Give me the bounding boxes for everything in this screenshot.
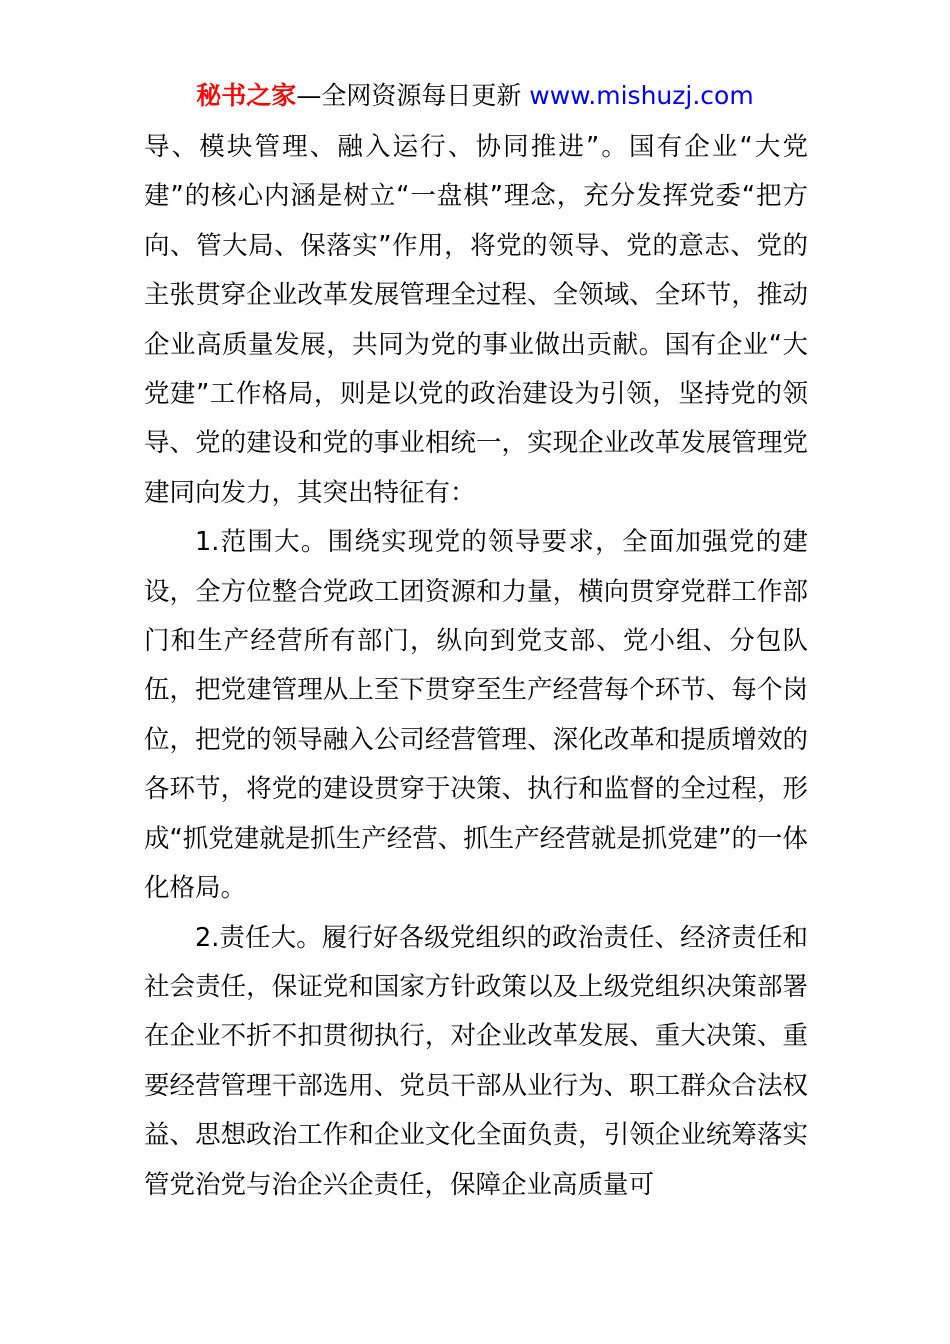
paragraph-continuation: 导、模块管理、融入运行、协同推进”。国有企业“大党建”的核心内涵是树立“一盘棋”理念，充分发挥党委“把方向、管大局、保落实”作用，将党的领导、党的意志、党的主张贯穿企业改革发展管理全过程、全领域、全环节，推动企业高质量发展，共同为党的事业做出贡献。国有企业“大党建”工作格局，则是以党的政治建设为引领，坚持党的领导、党的建设和党的事业相统一，实现企业改革发展管理党建同向发力，其突出特征有： bbox=[144, 132, 808, 508]
paragraph-scope: 1.范围大。围绕实现党的领导要求，全面加强党的建设，全方位整合党政工团资源和力量，横向贯穿党群工作部门和生产经营所有部门，纵向到党支部、党小组、分包队伍，把党建管理从上至下贯穿至生产经营每个环节、每个岗位，把党的领导融入公司经营管理、深化改革和提质增效的各环节，将党的建设贯穿于决策、执行和监督的全过程，形成“抓党建就是抓生产经营、抓生产经营就是抓党建”的一体化格局。 bbox=[144, 527, 808, 904]
brand-name: 秘书之家 bbox=[196, 81, 297, 110]
header-tagline: —全网资源每日更新 bbox=[296, 81, 530, 110]
document-body bbox=[144, 123, 808, 1210]
site-url-link[interactable]: www.mishuzj.com bbox=[529, 81, 754, 110]
page-header bbox=[0, 78, 950, 114]
paragraph-responsibility: 2.责任大。履行好各级党组织的政治责任、经济责任和社会责任，保证党和国家方针政策以及上级党组织决策部署在企业不折不扣贯彻执行，对企业改革发展、重大决策、重要经营管理干部选用、党员干部从业行为、职工群众合法权益、思想政治工作和企业文化全面负责，引领企业统筹落实管党治党与治企兴企责任，保障企业高质量可 bbox=[144, 922, 808, 1200]
